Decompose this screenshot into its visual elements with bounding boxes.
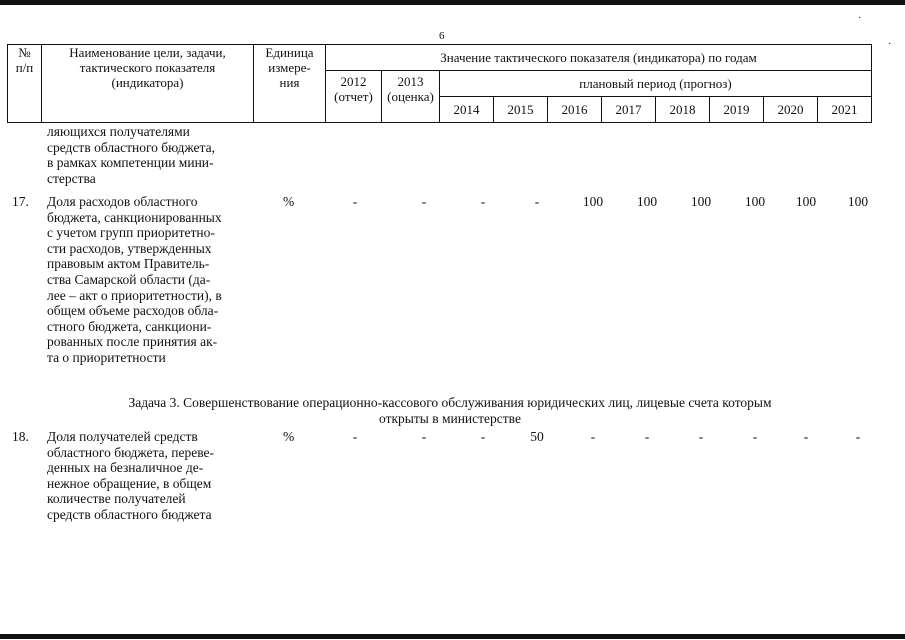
header-unit-text: Единица измере- ния	[265, 45, 314, 90]
text-line: бюджета, санкционированных	[47, 209, 222, 225]
text-line: средств областного бюджета,	[47, 139, 215, 155]
header-year-cell: 2016	[548, 97, 602, 123]
header-name-text: Наименование цели, задачи, тактического показателя (индикатора)	[69, 45, 226, 90]
scan-speck: ·	[858, 13, 862, 24]
text-line: рованных после принятия ак-	[47, 334, 218, 350]
value-cell: -	[644, 429, 650, 444]
header-values: Значение тактического показателя (индикатора) по годам	[326, 45, 872, 71]
value-cell: 100	[795, 194, 817, 209]
text-line: открыты в министерстве	[379, 410, 521, 426]
value-cell: -	[421, 429, 427, 444]
header-planned: плановый период (прогноз)	[440, 71, 872, 97]
value-cell: -	[421, 194, 427, 209]
text-line: ляющихся получателями	[47, 124, 190, 139]
text-line: Доля расходов областного	[47, 194, 198, 209]
text-line: общем объеме расходов обла-	[47, 303, 219, 319]
text-line: правовым актом Правитель-	[47, 256, 210, 272]
header-num	[8, 45, 42, 123]
header-2013-text: 2013 (оценка)	[387, 74, 434, 104]
text-line: стерства	[47, 170, 96, 186]
text-line: нежное обращение, в общем	[47, 475, 212, 491]
header-year-cell: 2017	[602, 97, 656, 123]
row-number: 17.	[12, 194, 29, 209]
unit-cell: %	[283, 429, 295, 444]
unit-cell: %	[283, 194, 295, 209]
value-cell: 100	[636, 194, 658, 209]
scan-speck: ·	[888, 39, 892, 50]
row-number: 18.	[12, 429, 29, 444]
text-line: Доля получателей средств	[47, 429, 198, 444]
header-year-2013	[382, 71, 440, 123]
value-cell: -	[480, 194, 486, 209]
header-year-cell: 2018	[656, 97, 710, 123]
value-cell: -	[752, 429, 758, 444]
value-cell: 50	[530, 429, 544, 444]
page-number: 6	[439, 30, 445, 42]
text-line: та о приоритетности	[47, 349, 166, 365]
value-cell: -	[590, 429, 596, 444]
value-cell: -	[480, 429, 486, 444]
header-year-cell: 2015	[494, 97, 548, 123]
text-line: стного бюджета, санкциони-	[47, 318, 212, 334]
top-rule	[0, 0, 905, 5]
header-unit	[254, 45, 326, 123]
text-line: количестве получателей	[47, 491, 186, 507]
indicator-description	[47, 194, 247, 366]
value-cell: 100	[690, 194, 712, 209]
text-line: лее – акт о приоритетности), в	[47, 287, 222, 303]
text-line: областного бюджета, переве-	[47, 444, 215, 460]
text-line: сти расходов, утвержденных	[47, 240, 212, 256]
task-heading	[70, 395, 830, 426]
value-cell: 100	[582, 194, 604, 209]
text-line: средств областного бюджета	[47, 506, 212, 522]
header-year-cell: 2019	[710, 97, 764, 123]
continuation-text	[47, 124, 247, 186]
value-cell: -	[803, 429, 809, 444]
value-cell: -	[534, 194, 540, 209]
text-line: денных на безналичное де-	[47, 460, 204, 476]
header-year-cell: 2021	[818, 97, 872, 123]
header-year-cell: 2020	[764, 97, 818, 123]
indicator-description	[47, 429, 247, 523]
text-line: в рамках компетенции мини-	[47, 155, 214, 171]
bottom-rule	[0, 634, 905, 639]
text-line: ства Самарской области (да-	[47, 271, 211, 287]
header-name	[42, 45, 254, 123]
header-year-cell: 2014	[440, 97, 494, 123]
value-cell: -	[352, 194, 358, 209]
value-cell: -	[698, 429, 704, 444]
value-cell: -	[855, 429, 861, 444]
value-cell: 100	[744, 194, 766, 209]
value-cell: 100	[847, 194, 869, 209]
header-table	[7, 44, 872, 123]
header-year-2012	[326, 71, 382, 123]
header-2012-text: 2012 (отчет)	[334, 74, 373, 104]
value-cell: -	[352, 429, 358, 444]
text-line: с учетом групп приоритетно-	[47, 225, 215, 241]
header-num-text: № п/п	[15, 45, 34, 75]
text-line: Задача 3. Совершенствование операционно-кассового обслуживания юридических лиц, лицевые счета которым	[128, 395, 772, 410]
